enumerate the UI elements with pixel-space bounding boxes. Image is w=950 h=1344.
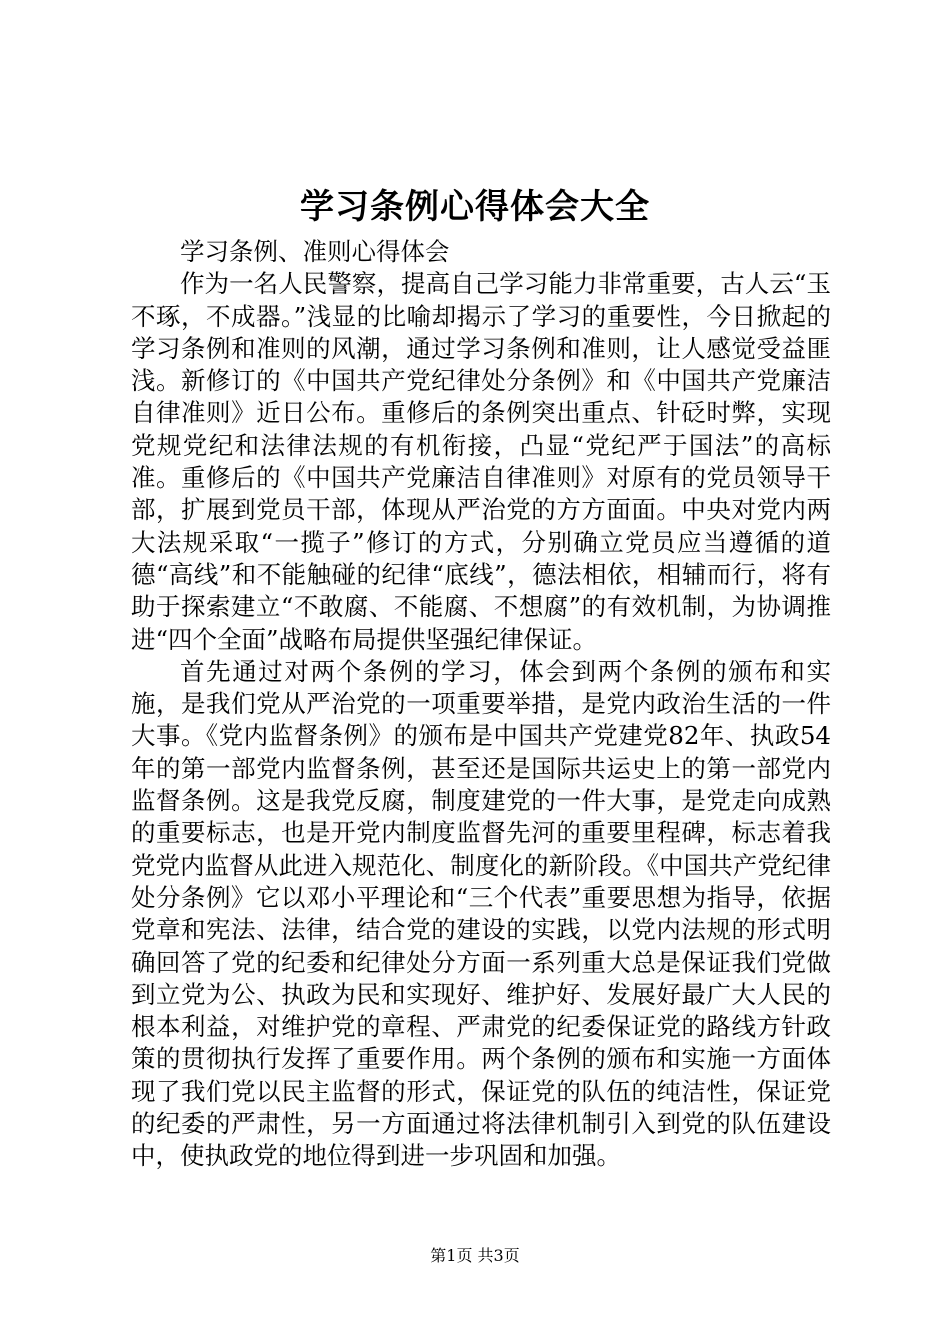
document-body (131, 236, 831, 1173)
body-paragraph: 学习条例、准则心得体会 (180, 237, 450, 266)
page-footer: 第1页 共3页 (430, 1246, 520, 1265)
body-paragraph: 首先通过对两个条例的学习，体会到两个条例的颁布和实施，是我们党从严治党的一项重要举措，是党内政治生活的一件大事。《党内监督条例》的颁布是中国共产党建党82年、执政54年的第一部党内监督条例，甚至还是国际共运史上的第一部党内监督条例。这是我党反腐，制度建党的一件大事，是党走向成熟的重要标志，也是开党内制度监督先河的重要里程碑，标志着我党党内监督从此进入规范化、制度化的新阶段。《中国共产党纪律处分条例》它以邓小平理论和“三个代表”重要思想为指导，依据党章和宪法、法律，结合党的建设的实践，以党内法规的形式明确回答了党的纪委和纪律处分方面一系列重大总是保证我们党做到立党为公、执政为民和实现好、维护好、发展好最广大人民的根本利益，对维护党的章程、严肃党的纪委保证党的路线方针政策的贯彻执行发挥了重要作用。两个条例的颁布和实施一方面体现了我们党以民主监督的形式，保证党的队伍的纯洁性，保证党的纪委的严肃性，另一方面通过将法律机制引入到党的队伍建设中，使执政党的地位得到进一步巩固和加强。 (131, 656, 831, 1171)
body-paragraph: 作为一名人民警察，提高自己学习能力非常重要，古人云“玉不琢，不成器。”浅显的比喻却揭示了学习的重要性，今日掀起的学习条例和准则的风潮，通过学习条例和准则，让人感觉受益匪浅。新修订的《中国共产党纪律处分条例》和《中国共产党廉洁自律准则》近日公布。重修后的条例突出重点、针砭时弊，实现党规党纪和法律法规的有机衔接，凸显“党纪严于国法”的高标准。重修后的《中国共产党廉洁自律准则》对原有的党员领导干部，扩展到党员干部，体现从严治党的方方面面。中央对党内两大法规采取“一揽子”修订的方式，分别确立党员应当遵循的道德“高线”和不能触碰的纪律“底线”，德法相依，相辅而行，将有助于探索建立“不敢腐、不能腐、不想腐”的有效机制，为协调推进“四个全面”战略布局提供坚强纪律保证。 (131, 269, 831, 654)
document-title: 学习条例心得体会大全 (300, 187, 650, 227)
